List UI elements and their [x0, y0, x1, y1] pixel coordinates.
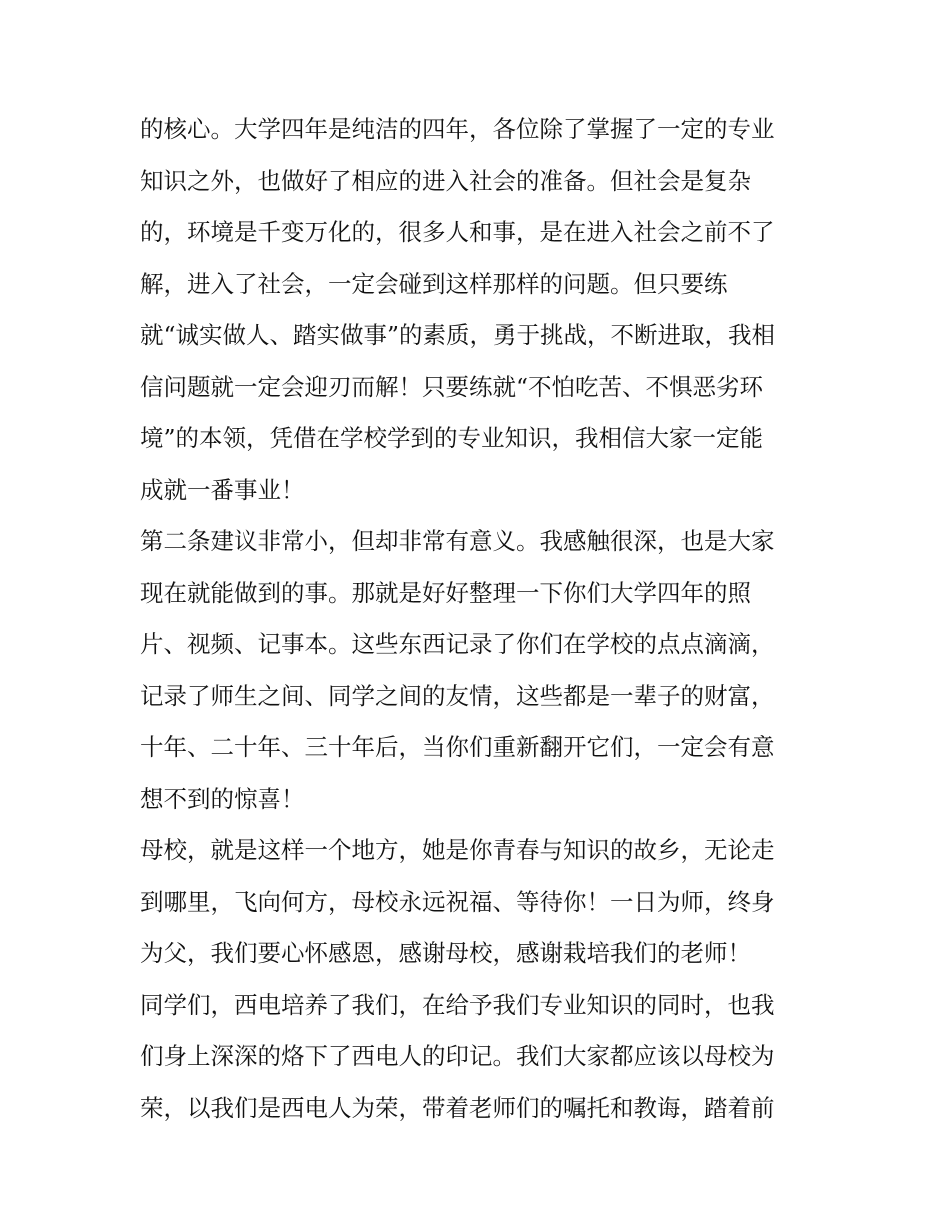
text-line: 现在就能做到的事。那就是好好整理一下你们大学四年的照 — [140, 578, 751, 607]
text-line: 母校，就是这样一个地方，她是你青春与知识的故乡，无论走 — [140, 836, 775, 864]
text-line: 同学们，西电培养了我们，在给予我们专业知识的同时，也我 — [140, 990, 775, 1019]
text-line: 知识之外，也做好了相应的进入社会的准备。但社会是复杂 — [140, 166, 751, 195]
text-line: 的核心。大学四年是纯洁的四年，各位除了掌握了一定的专业 — [140, 115, 775, 143]
text-line: 为父，我们要心怀感恩，感谢母校，感谢栽培我们的老师！ — [140, 939, 751, 967]
text-line: 境”的本领，凭借在学校学到的专业知识，我相信大家一定能 — [140, 424, 764, 452]
text-line: 解，进入了社会，一定会碰到这样那样的问题。但只要练 — [140, 269, 728, 298]
text-line: 就“诚实做人、踏实做事”的素质，勇于挑战，不断进取，我相 — [140, 321, 776, 349]
text-line: 第二条建议非常小，但却非常有意义。我感触很深，也是大家 — [140, 527, 775, 555]
text-line: 信问题就一定会迎刃而解！只要练就“不怕吃苦、不惧恶劣环 — [140, 372, 764, 401]
text-line: 们身上深深的烙下了西电人的印记。我们大家都应该以母校为 — [140, 1042, 775, 1070]
body-text — [140, 104, 820, 1134]
text-line: 十年、二十年、三十年后，当你们重新翻开它们，一定会有意 — [140, 733, 775, 761]
text-line: 到哪里，飞向何方，母校永远祝福、等待你！一日为师，终身 — [140, 887, 775, 916]
text-line: 的，环境是千变万化的，很多人和事，是在进入社会之前不了 — [140, 218, 775, 246]
text-line: 想不到的惊喜！ — [140, 784, 305, 813]
text-line: 片、视频、记事本。这些东西记录了你们在学校的点点滴滴， — [140, 630, 775, 658]
text-line: 记录了师生之间、同学之间的友情，这些都是一辈子的财富， — [140, 681, 775, 710]
text-line: 荣，以我们是西电人为荣，带着老师们的嘱托和教诲，踏着前 — [140, 1093, 775, 1122]
text-line: 成就一番事业！ — [140, 475, 305, 504]
